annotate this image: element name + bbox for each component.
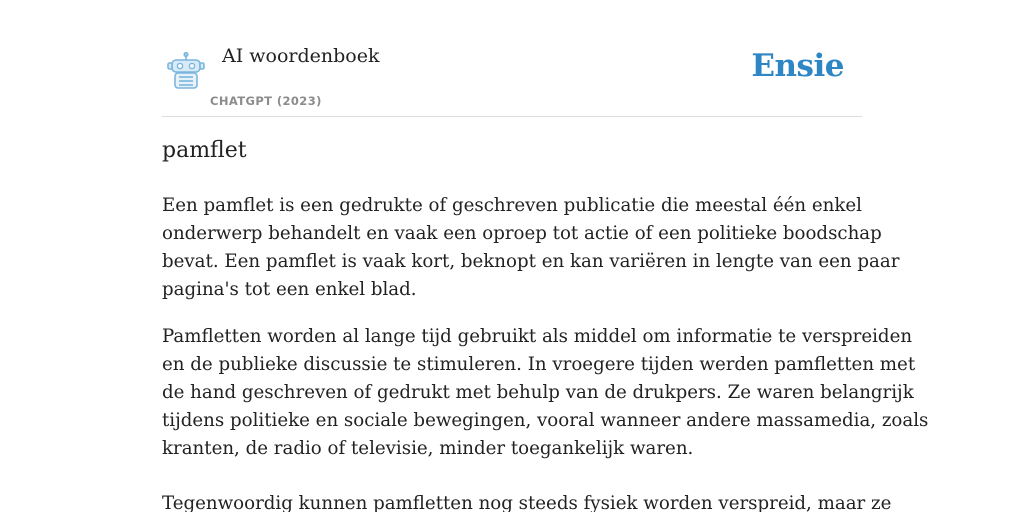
definition-paragraph xyxy=(162,192,900,304)
paragraph-line: de hand geschreven of gedrukt met behulp van de drukpers. Ze waren belangrijk xyxy=(162,382,914,403)
brand-logo-link[interactable]: Ensie xyxy=(751,48,844,84)
source-title-link[interactable]: AI woordenboek xyxy=(222,45,380,67)
paragraph-line: onderwerp behandelt en vaak een oproep tot actie of een politieke boodschap xyxy=(162,223,882,244)
paragraph-line: Een pamflet is een gedrukte of geschreven publicatie die meestal één enkel xyxy=(162,195,862,216)
definition-paragraph xyxy=(162,323,929,463)
paragraph-line: pagina's tot een enkel blad. xyxy=(162,279,417,300)
robot-icon xyxy=(166,52,206,90)
source-meta: CHATGPT (2023) xyxy=(210,94,322,108)
entry-card xyxy=(162,0,929,512)
paragraph-line: bevat. Een pamflet is vaak kort, beknopt en kan variëren in lengte van een paar xyxy=(162,251,900,272)
definition-paragraph xyxy=(162,490,892,512)
entry-header xyxy=(162,0,862,117)
paragraph-line: en de publieke discussie te stimuleren. In vroegere tijden werden pamfletten met xyxy=(162,354,916,375)
paragraph-line: kranten, de radio of televisie, minder toegankelijk waren. xyxy=(162,438,694,459)
paragraph-line: Tegenwoordig kunnen pamfletten nog steeds fysiek worden verspreid, maar ze xyxy=(162,493,892,512)
paragraph-line: tijdens politieke en sociale bewegingen, vooral wanneer andere massamedia, zoals xyxy=(162,410,929,431)
entry-term: pamflet xyxy=(162,138,247,163)
paragraph-line: Pamfletten worden al lange tijd gebruikt als middel om informatie te verspreiden xyxy=(162,326,913,347)
